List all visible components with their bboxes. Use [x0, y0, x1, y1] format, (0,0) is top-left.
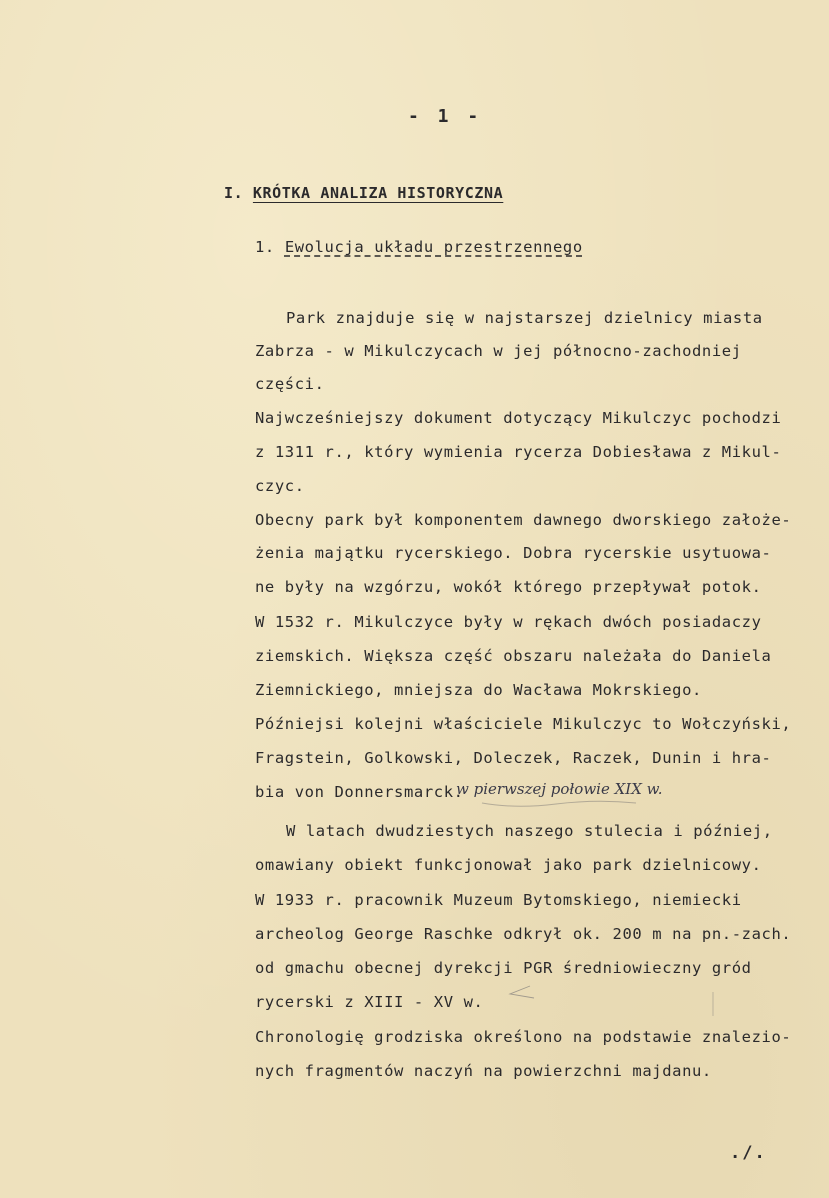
body-line: bia von Donnersmarck.	[255, 783, 464, 801]
body-line: W 1933 r. pracownik Muzeum Bytomskiego, niemiecki	[255, 891, 742, 909]
handwritten-note: w pierwszej połowie XIX w.	[456, 780, 663, 798]
body-line: z 1311 r., który wymienia rycerza Dobiesława z Mikul-	[255, 443, 782, 461]
pencil-tick	[708, 990, 718, 1020]
body-line: Chronologię grodziska określono na podstawie znalezio-	[255, 1028, 792, 1046]
body-line: Park znajduje się w najstarszej dzielnicy miasta	[286, 309, 763, 327]
body-line: omawiany obiekt funkcjonował jako park dzielnicowy.	[255, 856, 762, 874]
body-line: archeolog George Raschke odkrył ok. 200 m na pn.-zach.	[255, 925, 792, 943]
body-line: części.	[255, 375, 325, 393]
body-line: ziemskich. Większa część obszaru należała do Daniela	[255, 647, 772, 665]
body-line: rycerski z XIII - XV w.	[255, 993, 484, 1011]
body-line: Najwcześniejszy dokument dotyczący Mikulczyc pochodzi	[255, 409, 782, 427]
body-line: Obecny park był komponentem dawnego dworskiego założe-	[255, 511, 792, 529]
body-line: W latach dwudziestych naszego stulecia i później,	[286, 822, 773, 840]
body-line: Późniejsi kolejni właściciele Mikulczyc to Wołczyński,	[255, 715, 792, 733]
page-number: - 1 -	[408, 106, 483, 127]
continuation-mark: ./.	[730, 1143, 767, 1163]
body-line: Fragstein, Golkowski, Doleczek, Raczek, Dunin i hra-	[255, 749, 772, 767]
section-heading	[255, 238, 583, 256]
chapter-numeral: I.	[224, 184, 244, 202]
section-title: Ewolucja układu przestrzennego	[284, 238, 583, 256]
chapter-title: KRÓTKA ANALIZA HISTORYCZNA	[252, 184, 504, 202]
body-line: ne były na wzgórzu, wokół którego przepływał potok.	[255, 578, 762, 596]
body-line: czyc.	[255, 477, 305, 495]
chapter-heading	[224, 184, 503, 202]
body-line: Zabrza - w Mikulczycach w jej północno-zachodniej	[255, 342, 742, 360]
body-line: żenia majątku rycerskiego. Dobra rycerskie usytuowa-	[255, 544, 772, 562]
body-line: od gmachu obecnej dyrekcji PGR średniowieczny gród	[255, 959, 752, 977]
section-number: 1.	[255, 238, 275, 256]
pencil-mark	[500, 982, 540, 1012]
body-line: Ziemnickiego, mniejsza do Wacława Mokrskiego.	[255, 681, 702, 699]
handwritten-underline	[476, 773, 676, 813]
body-line: nych fragmentów naczyń na powierzchni majdanu.	[255, 1062, 712, 1080]
body-line: W 1532 r. Mikulczyce były w rękach dwóch posiadaczy	[255, 613, 762, 631]
